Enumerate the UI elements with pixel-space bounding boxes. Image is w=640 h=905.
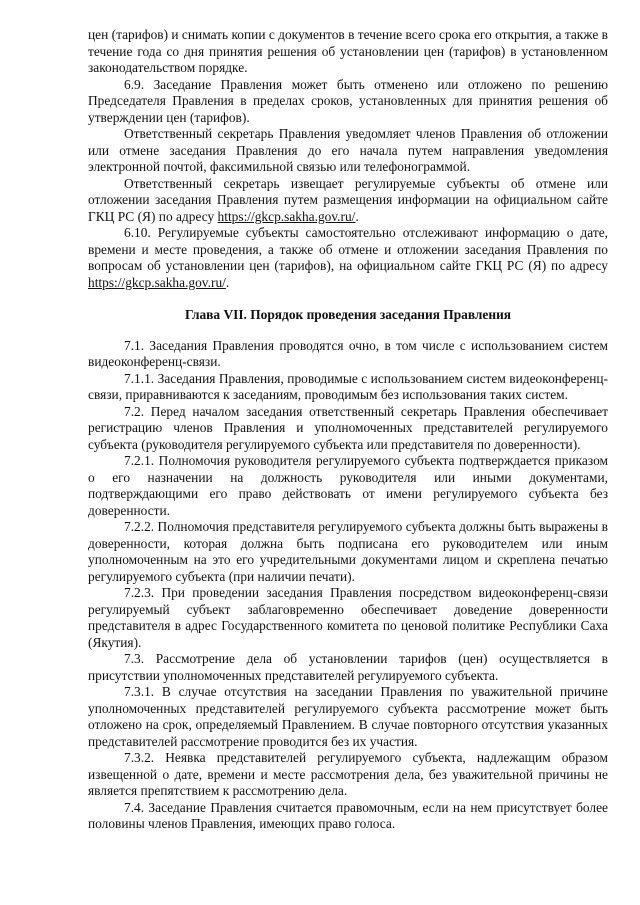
paragraph-7-2: 7.2. Перед началом заседания ответственный секретарь Правления обеспечивает регистрацию членов Правления и уполномоченных представителей регулируемого субъекта (руководителя регулируемого субъекта или представителя по доверенности). [88, 403, 608, 452]
document-page [88, 27, 608, 833]
chapter-heading: Глава VII. Порядок проведения заседания Правления [184, 307, 512, 322]
paragraph-6-10 [88, 225, 608, 291]
paragraph-7-4: 7.4. Заседание Правления считается правомочным, если на нем присутствует более половины членов Правления, имеющих право голоса. [88, 799, 608, 831]
gkcp-site-link[interactable]: https://gkcp.sakha.gov.ru/ [217, 208, 356, 224]
paragraph-7-2-2: 7.2.2. Полномочия представителя регулируемого субъекта должны быть выражены в доверенности, которая должна быть подписана его руководителем или иным уполномоченным на это его учредительными документами лицом и скреплена печатью регулируемого субъекта (при наличии печати). [88, 519, 608, 584]
paragraph-7-1: 7.1. Заседания Правления проводятся очно, в том числе с использованием систем видеоконференц-связи. [88, 337, 608, 369]
paragraph-continuation: цен (тарифов) и снимать копии с документов в течение всего срока его открытия, а также в течение года со дня принятия решения об установлении цен (тарифов) в установленном законодательством порядке. [88, 27, 608, 75]
paragraph-7-3-1: 7.3.1. В случае отсутствия на заседании Правления по уважительной причине уполномоченных представителей регулируемого субъекта рассмотрение может быть отложено на срок, определяемый Правлением. В случае повторного отсутствия указанных представителей рассмотрение проводится без их участия. [88, 684, 608, 749]
paragraph-7-2-3: 7.2.3. При проведении заседания Правления посредством видеоконференц-связи регулируемый субъект заблаговременно обеспечивает доведение доверенности представителя в адрес Государственного комитета по ценовой политике Республики Саха (Якутия). [88, 585, 608, 650]
paragraph-text: 6.10. Регулируемые субъекты самостоятельно отслеживают информацию о дате, времени и месте проведения, а также об отмене и отложении заседания Правления по вопросам об установлении цен (тарифов), на официальном сайте ГКЦ РС (Я) по адресу [88, 225, 608, 273]
paragraph-7-3: 7.3. Рассмотрение дела об установлении тарифов (цен) осуществляется в присутствии уполномоченных представителей регулируемого субъекта. [88, 651, 608, 683]
paragraph-secretary-members: Ответственный секретарь Правления уведомляет членов Правления об отложении или отмене заседания Правления до его начала путем направления уведомления электронной почтой, факсимильной связью или телефонограммой. [88, 126, 608, 174]
paragraph-7-1-1: 7.1.1. Заседания Правления, проводимые с использованием систем видеоконференц-связи, приравниваются к заседаниям, проводимым без использования таких систем. [88, 370, 608, 402]
gkcp-site-link[interactable]: https://gkcp.sakha.gov.ru/ [88, 274, 226, 290]
paragraph-text: Ответственный секретарь извещает регулируемые субъекты об отмене или отложении заседания Правления путем размещения информации на официальном сайте ГКЦ РС (Я) по адресу [88, 175, 608, 224]
paragraph-7-2-1: 7.2.1. Полномочия руководителя регулируемого субъекта подтверждается приказом о его назначении на должность руководителя или иными документами, подтверждающими его право действовать от имени регулируемого субъекта без доверенности. [88, 453, 608, 518]
paragraph-text: . [225, 274, 230, 290]
paragraph-7-3-2: 7.3.2. Неявка представителей регулируемого субъекта, надлежащим образом извещенной о дате, времени и месте рассмотрения дела, без уважительной причины не является препятствием к рассмотрению дела. [88, 750, 608, 798]
paragraph-6-9: 6.9. Заседание Правления может быть отменено или отложено по решению Председателя Правления в пределах сроков, установленных для принятия решения об утверждении цен (тарифов). [88, 76, 608, 125]
paragraph-text: . [355, 208, 359, 224]
paragraph-secretary-subjects [88, 176, 608, 226]
